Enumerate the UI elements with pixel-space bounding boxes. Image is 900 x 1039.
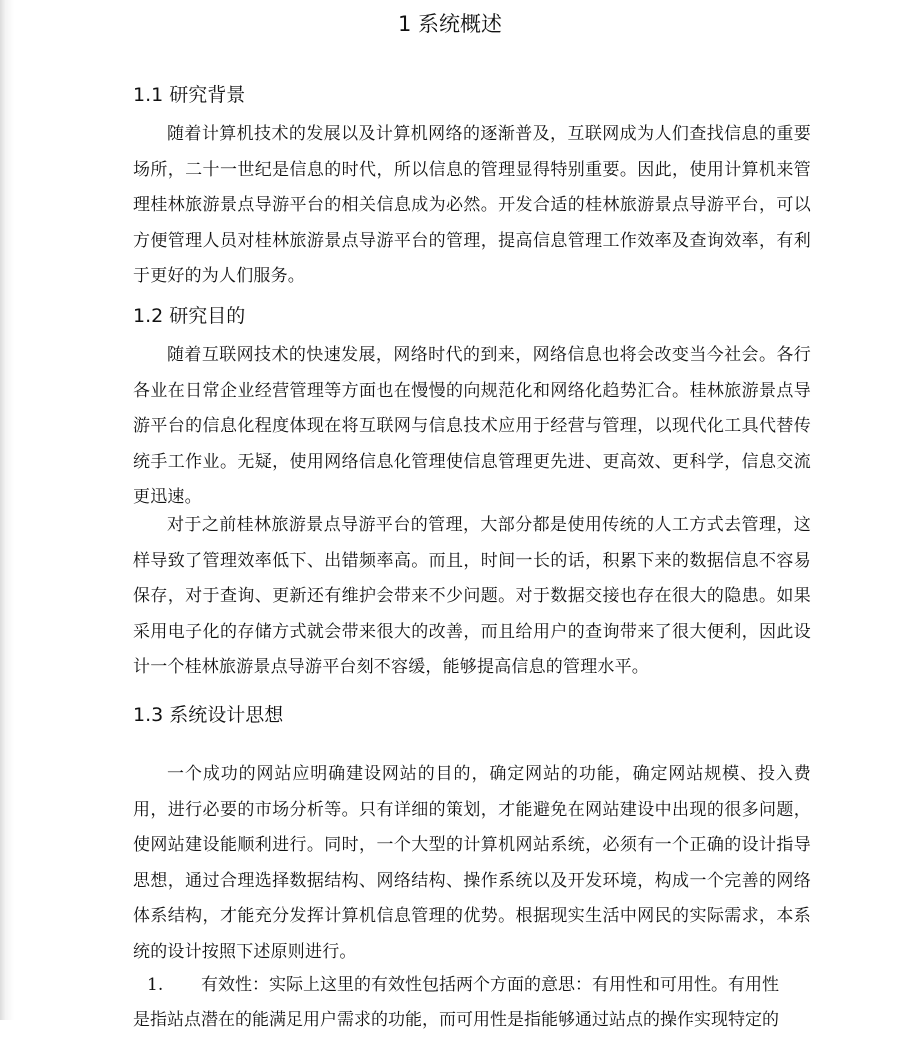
list-item-text: 有效性：实际上这里的有效性包括两个方面的意思：有用性和可用性。有用性 xyxy=(201,975,779,995)
page-title: 1 系统概述 xyxy=(397,12,503,36)
paragraph-research-purpose-1: 随着互联网技术的快速发展，网络时代的到来，网络信息也将会改变当今社会。各行各业在日常企业经营管理等方面也在慢慢的向规范化和网络化趋势汇合。桂林旅游景点导游平台的信息化程度体现在将互联网与信息技术应用于经营与管理，以现代化工具代替传统手工作业。无疑，使用网络信息化管理使信息管理更先进、更高效、更科学，信息交流更迅速。 xyxy=(133,345,811,508)
list-item-text-continued: 是指站点潜在的能满足用户需求的功能，而可用性是指能够通过站点的操作实现特定的 xyxy=(133,1010,779,1030)
section-heading-design-idea: 1.3 系统设计思想 xyxy=(133,704,284,726)
paragraph-research-purpose-2: 对于之前桂林旅游景点导游平台的管理，大部分都是使用传统的人工方式去管理，这样导致了管理效率低下、出错频率高。而且，时间一长的话，积累下来的数据信息不容易保存，对于查询、更新还有维护会带来不少问题。对于数据交接也存在很大的隐患。如果采用电子化的存储方式就会带来很大的改善，而且给用户的查询带来了很大便利，因此设计一个桂林旅游景点导游平台刻不容缓，能够提高信息的管理水平。 xyxy=(133,515,811,678)
section-heading-research-background: 1.1 研究背景 xyxy=(133,84,246,106)
section-heading-research-purpose: 1.2 研究目的 xyxy=(133,305,246,327)
list-item-number: 1. xyxy=(147,975,164,995)
paragraph-research-background: 随着计算机技术的发展以及计算机网络的逐渐普及，互联网成为人们查找信息的重要场所，二十一世纪是信息的时代，所以信息的管理显得特别重要。因此，使用计算机来管理桂林旅游景点导游平台的相关信息成为必然。开发合适的桂林旅游景点导游平台，可以方便管理人员对桂林旅游景点导游平台的管理，提高信息管理工作效率及查询效率，有利于更好的为人们服务。 xyxy=(133,124,811,287)
paragraph-design-idea: 一个成功的网站应明确建设网站的目的，确定网站的功能，确定网站规模、投入费用，进行必要的市场分析等。只有详细的策划，才能避免在网站建设中出现的很多问题，使网站建设能顺利进行。同时，一个大型的计算机网站系统，必须有一个正确的设计指导思想，通过合理选择数据结构、网络结构、操作系统以及开发环境，构成一个完善的网络体系结构，才能充分发挥计算机信息管理的优势。根据现实生活中网民的实际需求，本系统的设计按照下述原则进行。 xyxy=(133,764,811,962)
